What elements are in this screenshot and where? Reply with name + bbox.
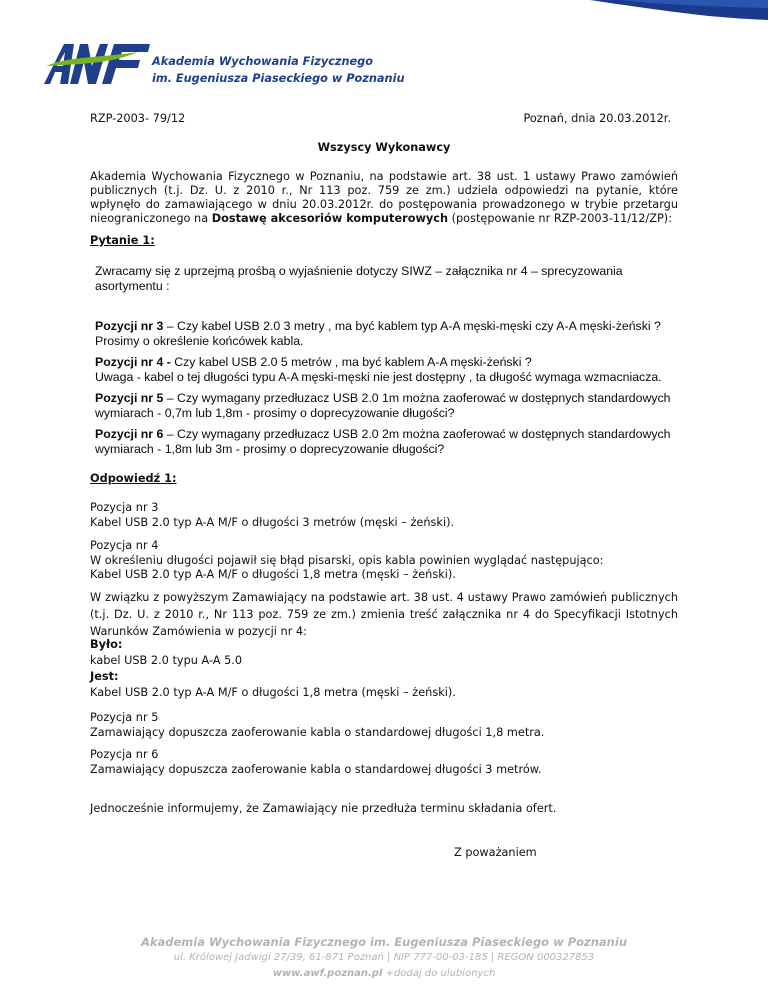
awf-logo bbox=[40, 38, 152, 88]
change-details bbox=[90, 637, 678, 701]
answer-position-4 bbox=[90, 539, 678, 583]
intro-subject: Dostawę akcesoriów komputerowych bbox=[211, 212, 448, 225]
question-p3-text2: Prosimy o określenie końcówek kabla. bbox=[95, 334, 304, 348]
footer-bookmark-link[interactable]: +dodaj do ulubionych bbox=[385, 968, 496, 979]
answer-p3-title: Pozycja nr 3 bbox=[90, 501, 159, 514]
institution-name bbox=[152, 53, 404, 87]
is-label: Jest: bbox=[90, 670, 119, 683]
was-text: kabel USB 2.0 typu A-A 5.0 bbox=[90, 654, 243, 667]
footer-institution: Akademia Wychowania Fizycznego im. Eugeniusza Piaseckiego w Poznaniu bbox=[140, 935, 628, 949]
answer-position-5 bbox=[90, 711, 678, 740]
answer-p5-text: Zamawiający dopuszcza zaoferowanie kabla o standardowej długości 1,8 metra. bbox=[90, 725, 545, 739]
question-p3-text: – Czy kabel USB 2.0 3 metry , ma być kablem typ A-A męski-męski czy A-A męski-żeński ? bbox=[163, 319, 661, 333]
question-position-6 bbox=[95, 427, 677, 457]
answer-position-6 bbox=[90, 748, 678, 777]
question-p4-text2: Uwaga - kabel o tej długości typu A-A męski-męski nie jest dostępny , ta długość wymaga wzmacniacza. bbox=[95, 370, 662, 384]
question-p5-label: Pozycji nr 5 bbox=[95, 391, 164, 405]
question-position-4 bbox=[95, 355, 677, 385]
footer-address: ul. Królowej Jadwigi 27/39, 61-871 Poznań | NIP 777-00-03-185 | REGON 000327853 bbox=[173, 952, 595, 963]
answer-p4-text1: W określeniu długości pojawił się błąd pisarski, opis kabla powinien wyglądać następująco: bbox=[90, 553, 604, 567]
document-reference: RZP-2003- 79/12 bbox=[90, 112, 186, 125]
answer-p4-title: Pozycja nr 4 bbox=[90, 539, 159, 552]
answer-p4-text2: Kabel USB 2.0 typ A-A M/F o długości 1,8 metra (męski – żeński). bbox=[90, 568, 456, 581]
answer-p5-title: Pozycja nr 5 bbox=[90, 711, 159, 724]
footer-links bbox=[0, 968, 768, 979]
answer-p3-text: Kabel USB 2.0 typ A-A M/F o długości 3 metrów (męski – żeński). bbox=[90, 515, 455, 529]
question-position-3 bbox=[95, 319, 677, 349]
question-intro: Zwracamy się z uprzejmą prośbą o wyjaśnienie dotyczy SIWZ – załącznika nr 4 – sprecyzowania asortymentu : bbox=[95, 264, 623, 293]
institution-name-line1: Akademia Wychowania Fizycznego bbox=[152, 55, 374, 68]
change-paragraph: W związku z powyższym Zamawiający na podstawie art. 38 ust. 4 ustawy Prawo zamówień publicznych (t.j. Dz. U. z 2010 r., Nr 113 poz. 759 ze zm.) zmienia treść załącznika nr 4 do Specyfikacji Istotnych Warunków Zamówienia w pozycji nr 4: bbox=[90, 591, 678, 638]
question-p4-text: Czy kabel USB 2.0 5 metrów , ma być kablem A-A męski-żeński ? bbox=[170, 355, 532, 369]
intro-paragraph bbox=[90, 170, 678, 226]
place-date: Poznań, dnia 20.03.2012r. bbox=[523, 112, 671, 125]
question-p4-label: Pozycji nr 4 - bbox=[95, 355, 171, 369]
question-p6-label: Pozycji nr 6 bbox=[95, 427, 164, 441]
answer-p6-text: Zamawiający dopuszcza zaoferowanie kabla o standardowej długości 3 metrów. bbox=[90, 762, 542, 776]
answer-heading: Odpowiedź 1: bbox=[90, 472, 177, 485]
question-position-5 bbox=[95, 391, 677, 421]
question-heading: Pytanie 1: bbox=[90, 234, 155, 247]
question-p3-label: Pozycji nr 3 bbox=[95, 319, 164, 333]
answer-position-3 bbox=[90, 501, 678, 530]
intro-text-2: (postępowanie nr RZP-2003-11/12/ZP): bbox=[448, 212, 673, 225]
footer-website-link[interactable]: www.awf.poznan.pl bbox=[272, 968, 383, 979]
is-text: Kabel USB 2.0 typ A-A M/F o długości 1,8 metra (męski – żeński). bbox=[90, 686, 456, 699]
intro-text-1: Akademia Wychowania Fizycznego w Poznaniu, na podstawie art. 38 ust. 1 ustawy Prawo zamówień publicznych (t.j. Dz. U. z 2010 r., Nr 113 poz. 759 ze zm.) udziela odpowiedzi na pytanie, które wpłynęło do zamawiającego w dniu 20.03.2012r. do postępowania prowadzonego w trybie przetargu nieograniczonego na bbox=[90, 170, 678, 225]
institution-name-line2: im. Eugeniusza Piaseckiego w Poznaniu bbox=[152, 72, 405, 85]
was-label: Było: bbox=[90, 638, 123, 651]
question-p5-text: – Czy wymagany przedłuzacz USB 2.0 1m można zaoferować w dostępnych standardowych wymiarach - 0,7m lub 1,8m - prosimy o doprecyzowanie długości? bbox=[95, 391, 671, 420]
answer-p6-title: Pozycja nr 6 bbox=[90, 748, 159, 761]
addressee: Wszyscy Wykonawcy bbox=[317, 141, 451, 154]
closing-info: Jednocześnie informujemy, że Zamawiający nie przedłuża terminu składania ofert. bbox=[90, 802, 557, 815]
signature: Z poważaniem bbox=[454, 846, 537, 859]
question-p6-text: – Czy wymagany przedłuzacz USB 2.0 2m można zaoferować w dostępnych standardowych wymiarach - 1,8m lub 3m - prosimy o doprecyzowanie długości? bbox=[95, 427, 671, 456]
